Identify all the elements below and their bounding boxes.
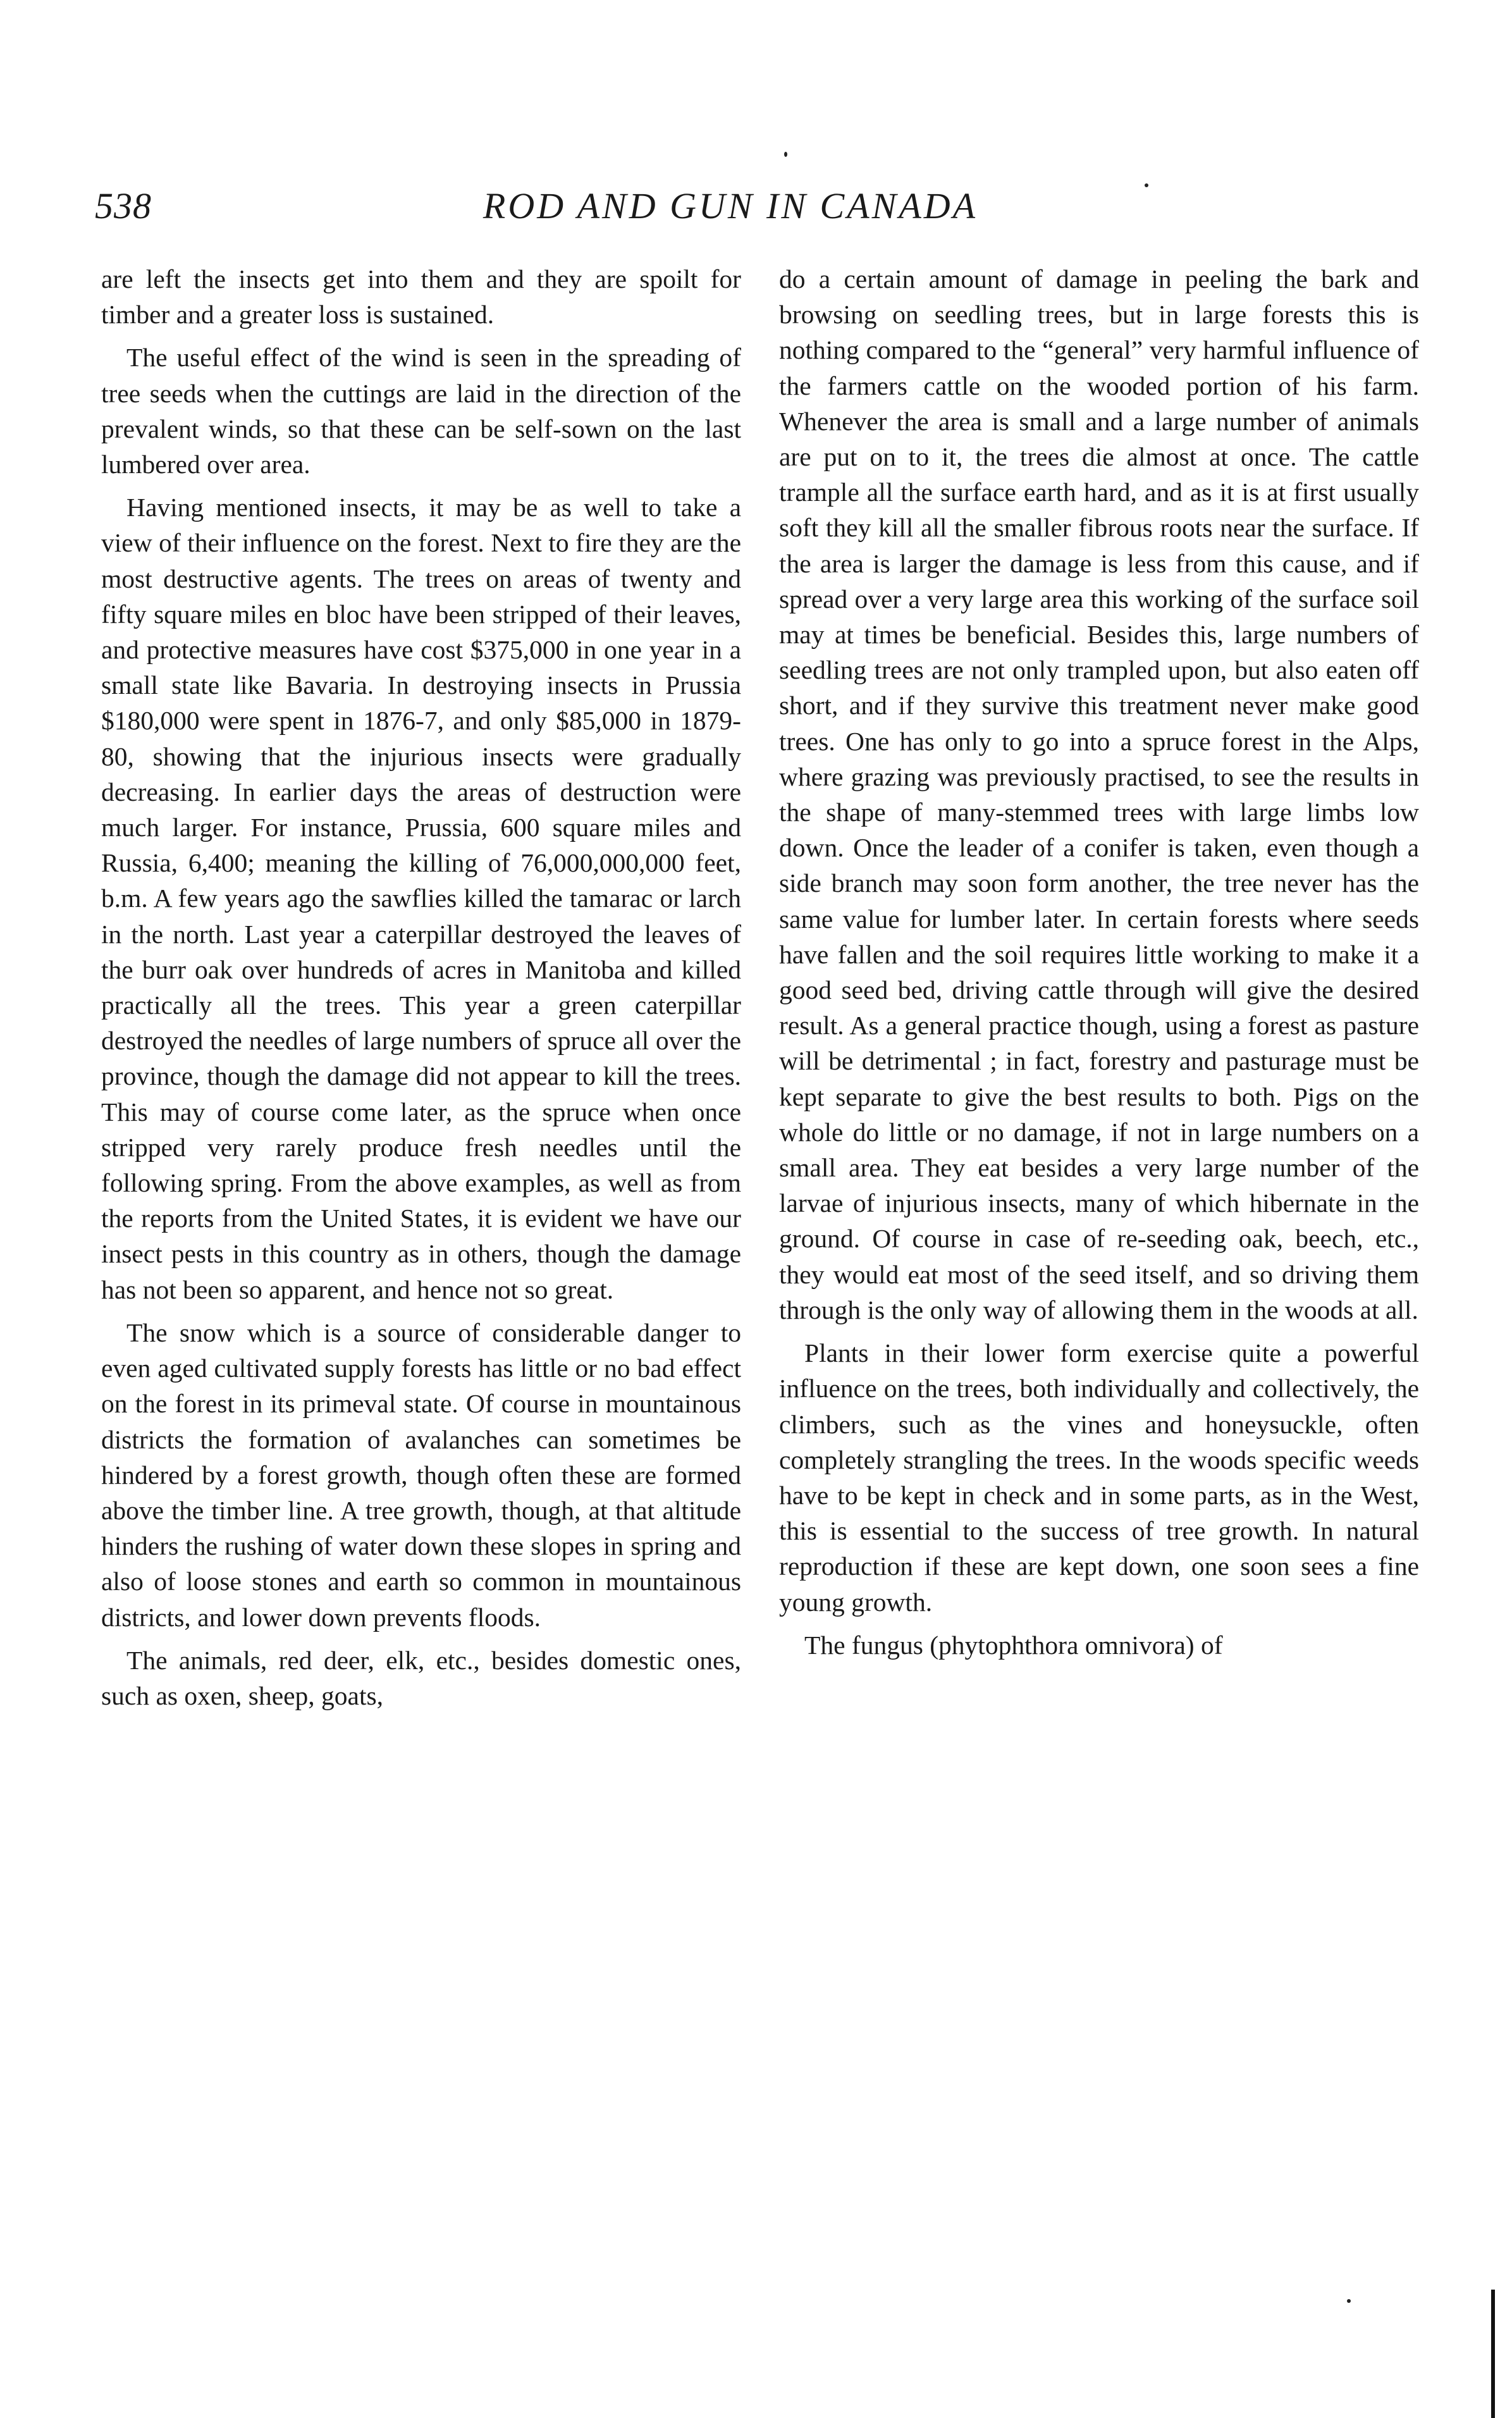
scan-speck <box>1347 2299 1351 2303</box>
paragraph: The snow which is a source of considerable danger to even aged cultivated supply forests has little or no bad effect on the forest in its primeval state. Of course in mountainous districts the formation of avalanches can sometimes be hindered by a forest growth, though often these are formed above the timber line. A tree growth, though, at that altitude hinders the rushing of water down these slopes in spring and also of loose stones and earth so common in mountainous districts, and lower down prevents floods. <box>101 1317 741 1632</box>
page-number: 538 <box>95 185 152 226</box>
paragraph: do a certain amount of damage in peeling the bark and browsing on seedling trees, but in large forests this is nothing compared to the “general” very harmful influence of the farmers cattle on the wooded portion of his farm. Whenever the area is small and a large number of animals are put on to it, the trees die almost at once. The cattle trample all the surface earth hard, and as it is at first usually soft they kill all the smaller fibrous roots near the surface. If the area is larger the damage is less from this cause, and if spread over a very large area this working of the surface soil may at times be beneficial. Besides this, large numbers of seedling trees are not only trampled upon, but also eaten off short, and if they survive this treatment never make good trees. One has only to go into a spruce forest in the Alps, where grazing was previously practised, to see the results in the shape of many-stemmed trees with large limbs low down. Once the leader of a conifer is taken, even though a side branch may soon form another, the tree never has the same value for lumber later. In certain forests where seeds have fallen and the soil requires little working to make it a good seed bed, driving cattle through will give the desired result. As a general practice though, using a forest as pasture will be detrimental ; in fact, forestry and pasturage must be kept separate to give the best results to both. Pigs on the whole do little or no damage, if not in large numbers on a small area. They eat besides a very large number of the larvae of injurious insects, many of which hibernate in the ground. Of course in case of re-seeding oak, beech, etc., they would eat most of the seed itself, and so driving them through is the only way of allowing them in the woods at all. <box>779 264 1419 1324</box>
paragraph: are left the insects get into them and they are spoilt for timber and a greater loss is sustained. <box>101 264 741 330</box>
scan-edge-mark <box>1491 2290 1495 2418</box>
scan-speck <box>784 152 787 157</box>
left-column <box>101 261 741 1721</box>
paragraph: The animals, red deer, elk, etc., besides domestic ones, such as oxen, sheep, goats, <box>101 1645 741 1710</box>
paragraph: Having mentioned insects, it may be as well to take a view of their influence on the forest. Next to fire they are the most destructive agents. The trees on areas of twenty and fifty square miles en bloc have been stripped of their leaves, and protective measures have cost $375,000 in one year in a small state like Bavaria. In destroying insects in Prussia $180,000 were spent in 1876-7, and only $85,000 in 1879-80, showing that the injurious insects were gradually decreasing. In earlier days the areas of destruction were much larger. For instance, Prussia, 600 square miles and Russia, 6,400; meaning the killing of 76,000,000,000 feet, b.m. A few years ago the sawflies killed the tamarac or larch in the north. Last year a caterpillar destroyed the leaves of the burr oak over hundreds of acres in Manitoba and killed practically all the trees. This year a green caterpillar destroyed the needles of large numbers of spruce all over the province, though the damage did not appear to kill the trees. This may of course come later, as the spruce when once stripped very rarely produce fresh needles until the following spring. From the above examples, as well as from the reports from the United States, it is evident we have our insect pests in this country as in others, though the damage has not been so apparent, and hence not so great. <box>101 493 741 1304</box>
paragraph: The fungus (phytophthora omnivora) of <box>804 1630 1223 1660</box>
page-header <box>95 185 1366 242</box>
scan-speck <box>1145 183 1148 187</box>
paragraph: The useful effect of the wind is seen in the spreading of tree seeds when the cuttings are laid in the direction of the prevalent winds, so that these can be self-sown on the last lumbered over area. <box>101 343 741 479</box>
paragraph: Plants in their lower form exercise quite a powerful influence on the trees, both individually and collectively, the climbers, such as the vines and honeysuckle, often completely strangling the trees. In the woods specific weeds have to be kept in check and in some parts, as in the West, this is essential to the success of tree growth. In natural reproduction if these are kept down, one soon sees a fine young growth. <box>779 1338 1419 1617</box>
right-column <box>779 261 1419 1670</box>
running-head: ROD AND GUN IN CANADA <box>482 185 978 226</box>
